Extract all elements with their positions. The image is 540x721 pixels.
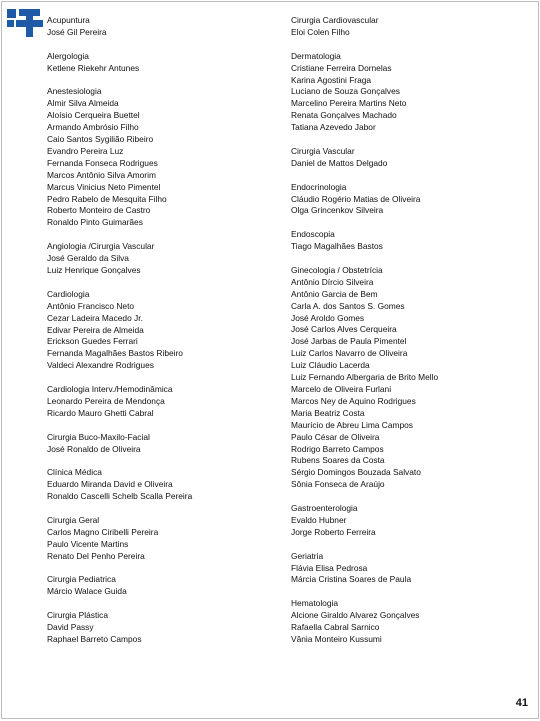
specialty-group bbox=[47, 15, 269, 39]
doctor-name: Renato Del Penho Pereira bbox=[47, 550, 145, 561]
specialty-heading: Alergologia bbox=[47, 50, 89, 61]
specialty-group bbox=[47, 241, 269, 277]
doctor-name: Eduardo Miranda David e Oliveira bbox=[47, 479, 173, 490]
specialty-heading: Angiologia /Cirurgia Vascular bbox=[47, 241, 155, 252]
doctor-name: Antônio Dírcio Silveira bbox=[291, 276, 374, 287]
doctor-name: Marcelo de Oliveira Furlani bbox=[291, 384, 392, 395]
specialty-heading: Gastroenterologia bbox=[291, 503, 358, 514]
doctor-name: Rodrigo Barreto Campos bbox=[291, 443, 384, 454]
doctor-name: José Carlos Alves Cerqueira bbox=[291, 324, 397, 335]
specialty-heading: Clínica Médica bbox=[47, 467, 102, 478]
doctor-name: Renata Gonçalves Machado bbox=[291, 110, 397, 121]
cross-logo-icon bbox=[6, 8, 44, 38]
doctor-name: Luiz Henrique Gonçalves bbox=[47, 264, 141, 275]
doctor-name: Fernanda Fonseca Rodrigues bbox=[47, 157, 158, 168]
doctor-name: Luiz Carlos Navarro de Oliveira bbox=[291, 348, 408, 359]
doctor-name: Marcelino Pereira Martins Neto bbox=[291, 98, 407, 109]
doctor-name: Ronaldo Cascelli Schelb Scalla Pereira bbox=[47, 491, 193, 502]
specialty-heading: Endoscopia bbox=[291, 229, 335, 240]
specialty-heading: Cardiologia Interv./Hemodinâmica bbox=[47, 384, 173, 395]
doctor-name: Marcus Vinicius Neto Pimentel bbox=[47, 181, 161, 192]
doctor-name: Paulo César de Oliveira bbox=[291, 431, 380, 442]
doctor-name: Flávia Elisa Pedrosa bbox=[291, 562, 368, 573]
specialty-group bbox=[47, 51, 269, 75]
doctor-name: Fernanda Magalhães Bastos Ribeiro bbox=[47, 348, 183, 359]
document-page bbox=[1, 1, 539, 719]
doctor-name: Ketlene Riekehr Antunes bbox=[47, 62, 140, 73]
doctor-name: Aloísio Cerqueira Buettel bbox=[47, 110, 140, 121]
specialty-heading: Endocrinologia bbox=[291, 181, 347, 192]
specialty-group bbox=[291, 146, 531, 170]
doctor-name: Marcos Ney de Aquino Rodrigues bbox=[291, 395, 416, 406]
doctor-name: Sônia Fonseca de Araújo bbox=[291, 479, 385, 490]
specialty-group bbox=[291, 15, 531, 39]
doctor-name: Valdeci Alexandre Rodrigues bbox=[47, 360, 154, 371]
specialty-group bbox=[47, 574, 269, 598]
doctor-name: Antônio Francisco Neto bbox=[47, 300, 135, 311]
doctor-name: Almir Silva Almeida bbox=[47, 98, 119, 109]
specialty-heading: Hematologia bbox=[291, 598, 339, 609]
doctor-name: Daniel de Mattos Delgado bbox=[291, 157, 388, 168]
doctor-name: Sérgio Domingos Bouzada Salvato bbox=[291, 467, 421, 478]
doctor-name: Carlos Magno Ciribelli Pereira bbox=[47, 526, 159, 537]
specialty-heading: Cardiologia bbox=[47, 288, 90, 299]
doctor-name: David Passy bbox=[47, 622, 94, 633]
specialty-heading: Geriatria bbox=[291, 550, 324, 561]
doctor-name: Luciano de Souza Gonçalves bbox=[291, 86, 400, 97]
doctor-name: Luiz Cláudio Lacerda bbox=[291, 360, 370, 371]
doctor-name: Evandro Pereira Luz bbox=[47, 145, 124, 156]
doctor-name: Luiz Fernando Albergaria de Brito Mello bbox=[291, 372, 439, 383]
specialty-group bbox=[291, 265, 531, 491]
doctor-name: Jorge Roberto Ferreira bbox=[291, 526, 376, 537]
doctor-name: Olga Grincenkov Silveira bbox=[291, 205, 384, 216]
specialty-heading: Cirurgia Vascular bbox=[291, 145, 355, 156]
doctor-name: Maurício de Abreu Lima Campos bbox=[291, 419, 413, 430]
doctor-name: Karina Agostini Fraga bbox=[291, 74, 372, 85]
specialty-heading: Cirurgia Buco-Maxilo-Facial bbox=[47, 431, 150, 442]
doctor-name: Antônio Garcia de Bem bbox=[291, 288, 378, 299]
doctor-name: Tatiana Azevedo Jabor bbox=[291, 122, 376, 133]
doctor-name: Raphael Barreto Campos bbox=[47, 633, 142, 644]
right-column bbox=[291, 15, 531, 658]
specialty-group bbox=[47, 86, 269, 229]
specialty-group bbox=[47, 384, 269, 420]
doctor-name: Marcos Antônio Silva Amorim bbox=[47, 169, 156, 180]
doctor-name: Márcio Walace Guida bbox=[47, 586, 127, 597]
doctor-name: Alcione Giraldo Alvarez Gonçalves bbox=[291, 610, 420, 621]
specialty-group bbox=[291, 229, 531, 253]
doctor-name: Armando Ambrósio Filho bbox=[47, 122, 139, 133]
doctor-name: Erickson Guedes Ferrari bbox=[47, 336, 138, 347]
specialty-heading: Cirurgia Plástica bbox=[47, 610, 108, 621]
doctor-name: Cláudio Rogério Matias de Oliveira bbox=[291, 193, 421, 204]
doctor-name: José Jarbas de Paula Pimentel bbox=[291, 336, 407, 347]
doctor-name: Edivar Pereira de Almeida bbox=[47, 324, 144, 335]
doctor-name: José Ronaldo de Oliveira bbox=[47, 443, 141, 454]
doctor-name: Cezar Ladeira Macedo Jr. bbox=[47, 312, 143, 323]
specialty-group bbox=[47, 432, 269, 456]
doctor-name: Cristiane Ferreira Dornelas bbox=[291, 62, 392, 73]
doctor-name: Carla A. dos Santos S. Gomes bbox=[291, 300, 405, 311]
left-column bbox=[47, 15, 269, 658]
doctor-name: Leonardo Pereira de Mendonça bbox=[47, 395, 165, 406]
specialty-heading: Cirurgia Pediatrica bbox=[47, 574, 116, 585]
doctor-name: Tiago Magalhães Bastos bbox=[291, 241, 383, 252]
doctor-name: Rubens Soares da Costa bbox=[291, 455, 385, 466]
doctor-name: Maria Beatriz Costa bbox=[291, 407, 365, 418]
specialty-group bbox=[291, 51, 531, 134]
doctor-name: Ricardo Mauro Ghetti Cabral bbox=[47, 407, 154, 418]
specialty-group bbox=[47, 610, 269, 646]
doctor-name: Eloi Colen Filho bbox=[291, 26, 350, 37]
doctor-name: José Gil Pereira bbox=[47, 26, 107, 37]
doctor-name: Pedro Rabelo de Mesquita Filho bbox=[47, 193, 167, 204]
doctor-name: Roberto Monteiro de Castro bbox=[47, 205, 151, 216]
page-number: 41 bbox=[515, 697, 528, 709]
specialty-group bbox=[47, 467, 269, 503]
specialty-group bbox=[291, 598, 531, 646]
specialty-group bbox=[47, 289, 269, 372]
doctor-name: Márcia Cristina Soares de Paula bbox=[291, 574, 412, 585]
doctor-name: Paulo Vicente Martins bbox=[47, 538, 129, 549]
doctor-name: Ronaldo Pinto Guimarães bbox=[47, 217, 143, 228]
specialty-group bbox=[47, 515, 269, 563]
specialty-heading: Dermatologia bbox=[291, 50, 341, 61]
doctor-name: José Aroldo Gomes bbox=[291, 312, 365, 323]
specialty-group bbox=[291, 182, 531, 218]
specialty-heading: Acupuntura bbox=[47, 15, 90, 25]
doctor-name: Evaldo Hubner bbox=[291, 514, 347, 525]
specialty-heading: Cirurgia Geral bbox=[47, 514, 100, 525]
specialty-heading: Cirurgia Cardiovascular bbox=[291, 15, 379, 25]
specialty-group bbox=[291, 503, 531, 539]
doctor-name: Rafaella Cabral Sarnico bbox=[291, 622, 380, 633]
doctor-name: Vânia Monteiro Kussumi bbox=[291, 634, 382, 644]
specialty-heading: Anestesiologia bbox=[47, 86, 102, 97]
doctor-name: José Geraldo da Silva bbox=[47, 253, 129, 264]
specialty-group bbox=[291, 551, 531, 587]
doctor-name: Caio Santos Sygilião Ribeiro bbox=[47, 134, 154, 145]
specialty-heading: Ginecologia / Obstetrícia bbox=[291, 264, 383, 275]
